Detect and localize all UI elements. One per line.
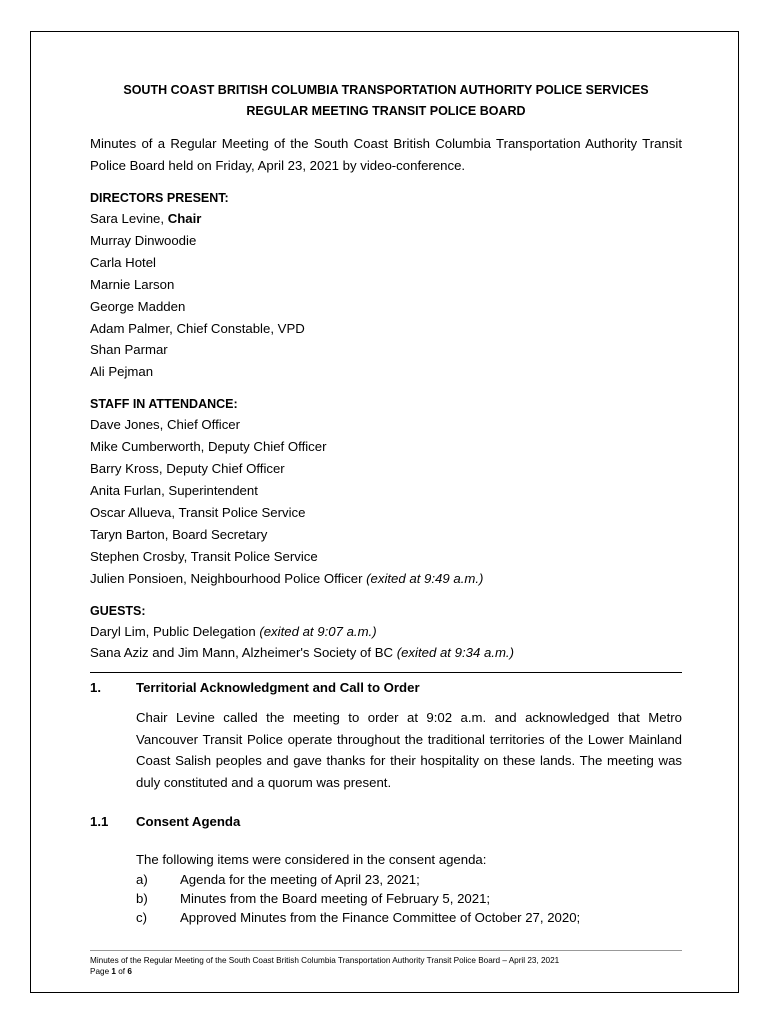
item-text: The following items were considered in the consent agenda: [136,851,487,867]
director-item: Carla Hotel [90,254,156,270]
agenda-item-heading [90,678,682,698]
director-item: Adam Palmer, Chief Constable, VPD [90,320,305,336]
consent-agenda-item [136,870,682,889]
staff-item: Anita Furlan, Superintendent [90,482,258,498]
staff-item: Mike Cumberworth, Deputy Chief Officer [90,439,327,455]
director-chair [90,208,682,230]
staff-last-name: Julien Ponsioen, Neighbourhood Police Officer [90,570,367,586]
document-body [90,80,682,927]
director-item: Marnie Larson [90,276,175,292]
item-number: 1. [90,680,101,696]
item-number: 1.1 [90,813,109,829]
item-description: Agenda for the meeting of April 23, 2021; [180,872,420,888]
section-divider [90,672,682,673]
staff-heading: STAFF IN ATTENDANCE: [90,397,238,412]
item-title: Consent Agenda [136,813,241,829]
title-line-1: SOUTH COAST BRITISH COLUMBIA TRANSPORTATION AUTHORITY POLICE SERVICES [123,83,649,97]
page-footer [90,950,682,977]
consent-agenda-list [136,870,682,927]
staff-item: Dave Jones, Chief Officer [90,417,241,433]
item-text: Chair Levine called the meeting to order at 9:02 a.m. and acknowledged that Metro Vancouver Transit Police operate throughout the traditional territories of the Lower Mainland Coast Salish peoples and gave thanks for their hospitality on these lands. The meeting was duly constituted and a quorum was present. [136,710,682,790]
director-item: Shan Parmar [90,342,168,358]
consent-agenda-item [136,889,682,908]
item-letter: c) [136,910,147,926]
item-letter: a) [136,872,148,888]
item-title: Territorial Acknowledgment and Call to Order [136,680,420,696]
item-letter: b) [136,891,148,907]
guest-name: Daryl Lim, Public Delegation [90,623,260,639]
directors-heading: DIRECTORS PRESENT: [90,191,229,205]
staff-item: Stephen Crosby, Transit Police Service [90,548,318,564]
staff-item [90,568,682,590]
guests-heading: GUESTS: [90,603,146,618]
intro-paragraph: Minutes of a Regular Meeting of the South Coast British Columbia Transportation Authority Transit Police Board held on Friday, April 23, 2021 by video-conference. [90,136,682,173]
staff-item: Oscar Allueva, Transit Police Service [90,504,306,520]
staff-item: Taryn Barton, Board Secretary [90,526,268,542]
item-description: Minutes from the Board meeting of February 5, 2021; [180,891,491,907]
guest-item [90,642,682,664]
page-prefix: Page [90,967,112,976]
footer-text: Minutes of the Regular Meeting of the South Coast British Columbia Transportation Authority Transit Police Board – April 23, 2021 [90,956,560,965]
page-current: 1 [111,967,116,976]
guest-exit-note: (exited at 9:34 a.m.) [396,645,514,661]
staff-item: Barry Kross, Deputy Chief Officer [90,461,285,477]
chair-name: Sara Levine, [90,211,168,226]
guest-exit-note: (exited at 9:07 a.m.) [259,623,377,639]
guest-item [90,621,682,643]
chair-role: Chair [167,211,202,226]
director-item: George Madden [90,298,186,314]
director-item: Murray Dinwoodie [90,232,197,248]
page-total: 6 [127,967,132,976]
agenda-item-heading [90,812,682,832]
title-line-2: REGULAR MEETING TRANSIT POLICE BOARD [246,104,526,118]
page-number [90,966,682,977]
director-item: Ali Pejman [90,364,154,380]
consent-agenda-item [136,908,682,927]
guest-name: Sana Aziz and Jim Mann, Alzheimer's Society of BC [90,645,397,661]
document-title [90,80,682,122]
staff-exit-note: (exited at 9:49 a.m.) [366,570,484,586]
item-description: Approved Minutes from the Finance Committee of October 27, 2020; [180,910,581,926]
page-of: of [115,967,128,976]
